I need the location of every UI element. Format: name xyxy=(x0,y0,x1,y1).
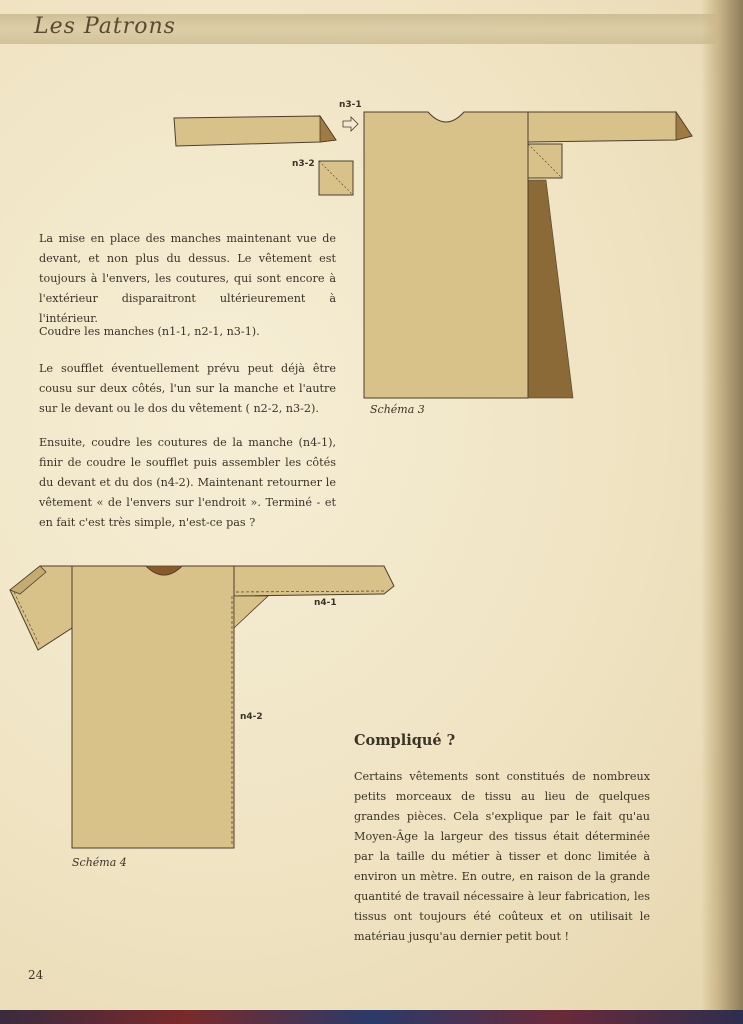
schema-3-back-panel xyxy=(528,180,573,398)
schema-4-gusset xyxy=(234,596,268,628)
arrow-icon xyxy=(343,117,358,131)
schema-4-caption: Schéma 4 xyxy=(72,856,127,869)
bottom-edge-strip xyxy=(0,1010,743,1024)
schema-3-sleeve-label: n3-1 xyxy=(339,100,362,110)
schema-3-loose-sleeve xyxy=(174,116,336,146)
sidebar-text: Certains vêtements sont constitués de nombreux petits morceaux de tissu au lieu de quelques grandes pièces. Cela s'explique par le fait qu'au Moyen-Âge la largeur des tissus était déterminée par la taille du métier à tisser et donc limitée à environ un mètre. En outre, en raison de la grande quantité de travail nécessaire à leur fabrication, les tissus ont toujours été coûteux et on utilisait le matériau jusqu'au dernier petit bout ! xyxy=(354,770,650,943)
sidebar-title: Compliqué ? xyxy=(354,732,456,749)
schema-4-body xyxy=(72,566,234,848)
schema-4-drawing xyxy=(10,566,394,848)
section-title: Les Patrons xyxy=(34,14,176,39)
intro-paragraph-2: Coudre les manches (n1-1, n2-1, n3-1). xyxy=(39,325,260,338)
schema-3-body xyxy=(364,112,528,398)
schema-3-attached-sleeve xyxy=(528,112,692,142)
page-number: 24 xyxy=(28,968,44,982)
schema-4-right-sleeve xyxy=(234,566,394,596)
intro-paragraph-3: Le soufflet éventuellement prévu peut déjà être cousu sur deux côtés, l'un sur la manche et l'autre sur le devant ou le dos du vêtement ( n2-2, n3-2). xyxy=(39,362,336,415)
intro-paragraph-1: La mise en place des manches maintenant vue de devant, et non plus du dessus. Le vêtement est toujours à l'envers, les coutures, qui sont encore à l'extérieur disparaitront ultérieurement à l'intérieur. xyxy=(39,232,336,325)
schema-3-loose-sleeve-fold xyxy=(320,116,336,142)
book-spine-shadow xyxy=(701,0,743,1024)
intro-paragraph-4: Ensuite, coudre les coutures de la manche (n4-1), finir de coudre le soufflet puis assembler les côtés du devant et du dos (n4-2). Maintenant retourner le vêtement « de l'envers sur l'endroit ». Terminé - et en fait c'est très simple, n'est-ce pas ? xyxy=(39,436,336,529)
schema-3-caption: Schéma 3 xyxy=(370,403,425,416)
schema-4-side-label: n4-2 xyxy=(240,712,263,722)
schema-3-gusset-label: n3-2 xyxy=(292,159,315,169)
schema-4-left-sleeve xyxy=(10,566,72,650)
schema-4-sleeve-label: n4-1 xyxy=(314,598,337,608)
